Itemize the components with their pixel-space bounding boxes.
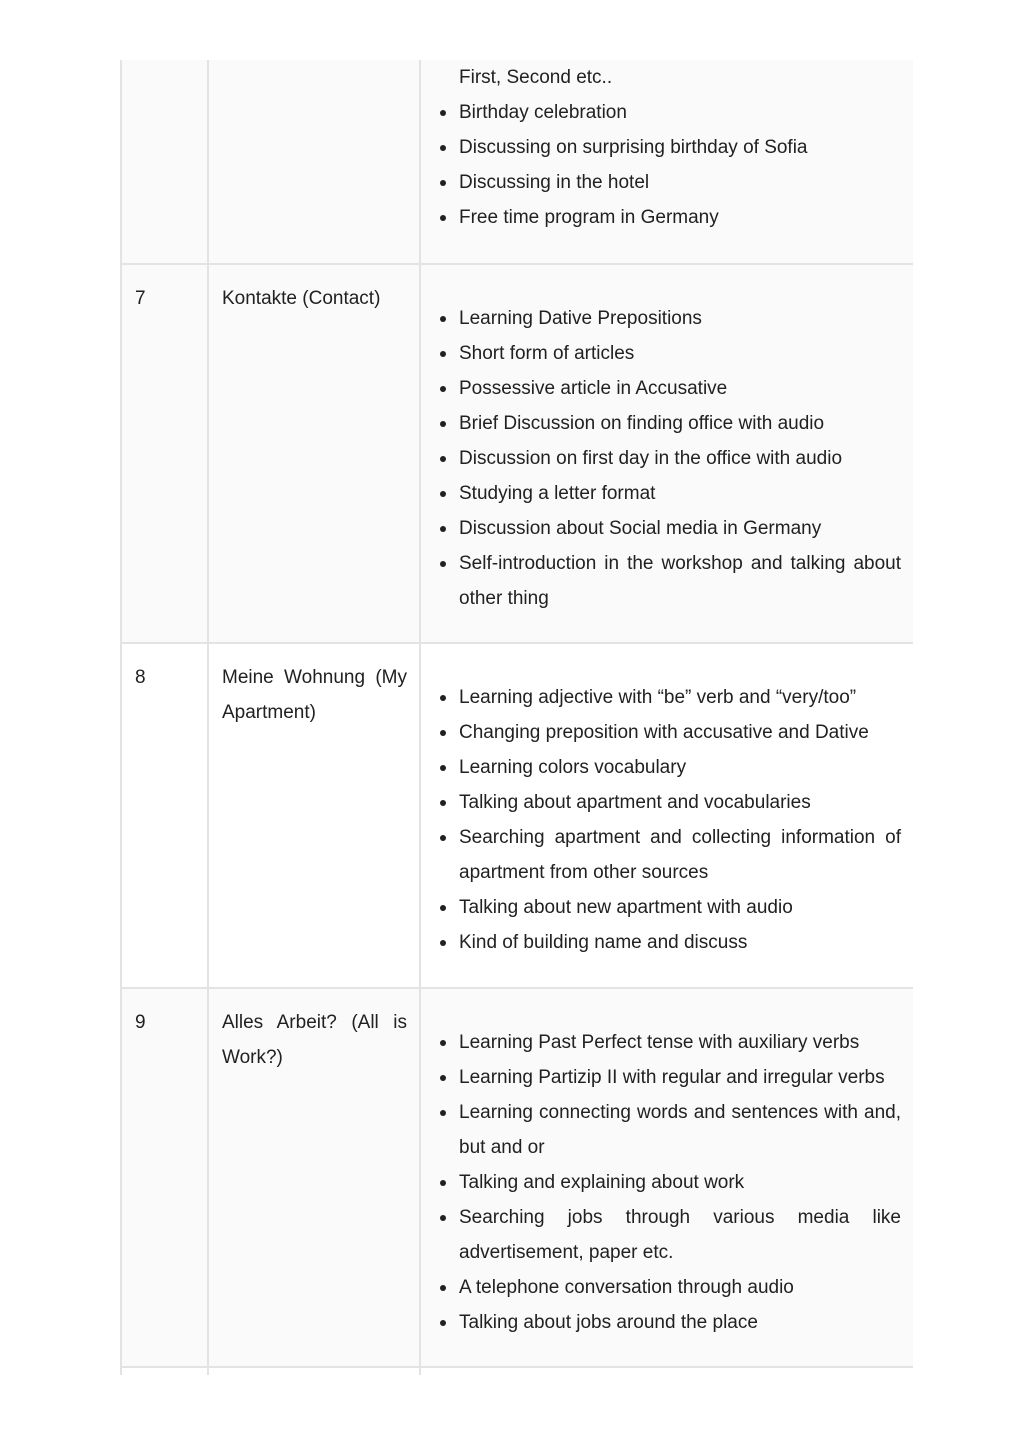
lesson-topic-cell: [208, 1367, 420, 1375]
list-item: Talking about apartment and vocabularies: [459, 785, 901, 820]
bullet-icon: [440, 456, 446, 462]
bullet-icon: [440, 1285, 446, 1291]
table-row: [121, 60, 913, 264]
bullet-icon: [440, 526, 446, 532]
bullet-icon: [440, 215, 446, 221]
continued-bullet-text: First, Second etc..: [459, 67, 613, 88]
bullet-icon: [440, 491, 446, 497]
list-item: Learning Dative Prepositions: [459, 301, 901, 336]
lesson-number: 8: [135, 667, 146, 688]
syllabus-table: [120, 60, 913, 1375]
list-item: Learning connecting words and sentences with and, but and or: [459, 1095, 901, 1165]
content-list: [435, 301, 901, 616]
list-item: Discussing in the hotel: [459, 165, 901, 200]
lesson-topic-cell: [208, 264, 420, 643]
lesson-number-cell: [121, 264, 208, 643]
bullet-icon: [440, 180, 446, 186]
lesson-number-cell: [121, 988, 208, 1367]
bullet-icon: [440, 905, 446, 911]
bullet-icon: [440, 561, 446, 567]
lesson-number-cell: [121, 60, 208, 264]
lesson-content-cell: [420, 264, 913, 643]
bullet-icon: [440, 1215, 446, 1221]
lesson-number: 7: [135, 288, 146, 309]
bullet-icon: [440, 351, 446, 357]
list-item: Searching jobs through various media like advertisement, paper etc.: [459, 1200, 901, 1270]
list-item: Studying a letter format: [459, 476, 901, 511]
list-item: Discussion about Social media in Germany: [459, 511, 901, 546]
bullet-icon: [440, 800, 446, 806]
lesson-number-cell: [121, 1367, 208, 1375]
list-item: Learning Past Perfect tense with auxiliary verbs: [459, 1025, 901, 1060]
list-item: Talking and explaining about work: [459, 1165, 901, 1200]
list-item: Discussion on first day in the office with audio: [459, 441, 901, 476]
list-item: Talking about new apartment with audio: [459, 890, 901, 925]
bullet-icon: [440, 1110, 446, 1116]
bullet-icon: [440, 316, 446, 322]
content-list: [435, 1025, 901, 1340]
bullet-icon: [440, 145, 446, 151]
list-item: Learning Partizip II with regular and irregular verbs: [459, 1060, 901, 1095]
list-item: Kind of building name and discuss: [459, 925, 901, 960]
bullet-icon: [440, 386, 446, 392]
list-item: Learning adjective with “be” verb and “very/too”: [459, 680, 901, 715]
list-item: Short form of articles: [459, 336, 901, 371]
bullet-icon: [440, 1180, 446, 1186]
bullet-icon: [440, 695, 446, 701]
lesson-content-cell: [420, 643, 913, 988]
list-item: Free time program in Germany: [459, 200, 901, 235]
bullet-icon: [440, 1320, 446, 1326]
table-row: [121, 1367, 913, 1375]
list-item: Brief Discussion on finding office with audio: [459, 406, 901, 441]
lesson-topic-cell: [208, 643, 420, 988]
content-list: [435, 95, 901, 235]
list-item: Birthday celebration: [459, 95, 901, 130]
lesson-number-cell: [121, 643, 208, 988]
bullet-icon: [440, 765, 446, 771]
list-item: Talking about jobs around the place: [459, 1305, 901, 1340]
list-item: A telephone conversation through audio: [459, 1270, 901, 1305]
lesson-topic-cell: [208, 988, 420, 1367]
bullet-icon: [440, 835, 446, 841]
list-item: Searching apartment and collecting information of apartment from other sources: [459, 820, 901, 890]
bullet-icon: [440, 730, 446, 736]
bullet-icon: [440, 110, 446, 116]
list-item: Learning colors vocabulary: [459, 750, 901, 785]
bullet-icon: [440, 1040, 446, 1046]
list-item: Changing preposition with accusative and Dative: [459, 715, 901, 750]
lesson-number: 9: [135, 1012, 146, 1033]
table-row: [121, 643, 913, 988]
syllabus-table-container: [120, 60, 913, 1375]
lesson-topic-cell: [208, 60, 420, 264]
lesson-content-cell: [420, 60, 913, 264]
content-list: [435, 680, 901, 960]
bullet-icon: [440, 421, 446, 427]
lesson-topic: Alles Arbeit? (All is Work?): [222, 1012, 407, 1068]
list-item: Discussing on surprising birthday of Sofia: [459, 130, 901, 165]
bullet-icon: [440, 940, 446, 946]
list-item: Possessive article in Accusative: [459, 371, 901, 406]
table-row: [121, 264, 913, 643]
lesson-topic: Meine Wohnung (My Apartment): [222, 667, 407, 723]
bullet-icon: [440, 1075, 446, 1081]
lesson-content-cell: [420, 1367, 913, 1375]
table-row: [121, 988, 913, 1367]
lesson-content-cell: [420, 988, 913, 1367]
list-item: Self-introduction in the workshop and talking about other thing: [459, 546, 901, 616]
lesson-topic: Kontakte (Contact): [222, 288, 381, 309]
